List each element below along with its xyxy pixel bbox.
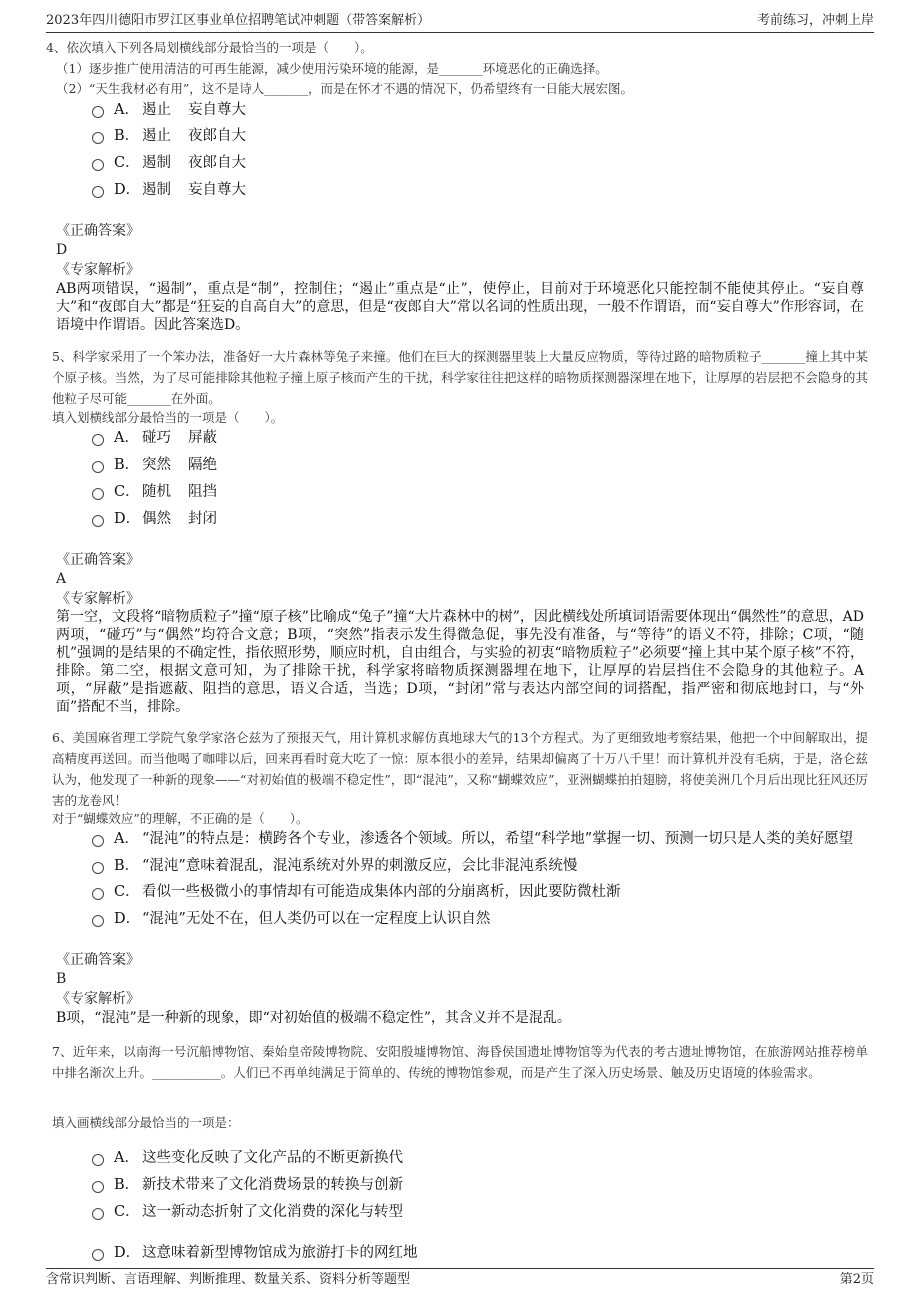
radio-icon[interactable] <box>92 915 104 927</box>
q7-prompt: 填入画横线部分最恰当的一项是： <box>52 1115 240 1130</box>
q5-prompt: 填入划横线部分最恰当的一项是（ ）。 <box>52 410 284 425</box>
q4-option-c[interactable]: C． 遏制 夜郎自大 <box>92 153 246 173</box>
q4-option-b[interactable]: B． 遏止 夜郎自大 <box>92 126 246 146</box>
q4-option-d[interactable]: D． 遏制 妄自尊大 <box>92 180 246 200</box>
radio-icon[interactable] <box>92 835 104 847</box>
document-title: 2023年四川德阳市罗江区事业单位招聘笔试冲刺题（带答案解析） <box>46 13 431 28</box>
q7-option-a[interactable]: A． 这些变化反映了文化产品的不断更新换代 <box>92 1148 403 1168</box>
q4-analysis: AB两项错误，“遏制”，重点是“制”，控制住；“遏止”重点是“止”，使停止，目前对于环境恶化只能控制不能使其停止。“妄自尊大”和“夜郎自大”都是“狂妄的自高自大”的意思，但是“夜郎自大”常以名词的性质出现，一般不作谓语，而“妄自尊大”作形容词，在语境中作谓语。因此答案选D。 <box>56 281 864 333</box>
q6-prompt: 对于“蝴蝶效应”的理解，不正确的是（ ）。 <box>52 811 309 826</box>
radio-icon[interactable] <box>92 1208 104 1220</box>
radio-icon[interactable] <box>92 159 104 171</box>
page-header <box>46 12 874 33</box>
q6-stem: 6、美国麻省理工学院气象学家洛仑兹为了预报天气，用计算机求解仿真地球大气的13个方程式。为了更细致地考察结果，他把一个中间解取出，提高精度再送回。而当他喝了咖啡以后，回来再看时竟大吃了一惊：原本很小的差异，结果却偏离了十万八千里！而计算机并没有毛病，于是，洛仑兹认为，他发现了一种新的现象——“对初始值的极端不稳定性”，即“混沌”，又称“蝴蝶效应”，亚洲蝴蝶拍拍翅膀，将使美洲几个月后出现比狂风还厉害的龙卷风！ <box>52 730 868 808</box>
radio-icon[interactable] <box>92 132 104 144</box>
q5-stem: 5、科学家采用了一个笨办法，准备好一大片森林等兔子来撞。他们在巨大的探测器里装上大量反应物质，等待过路的暗物质粒子_______撞上其中某个原子核。当然，为了尽可能排除其他粒子撞上原子核而产生的干扰，科学家往往把这样的暗物质探测器深埋在地下，让厚厚的岩层把不会隐身的其他粒子尽可能_______在外面。 <box>52 349 868 406</box>
q7-option-c[interactable]: C． 这一新动态折射了文化消费的深化与转型 <box>92 1202 403 1222</box>
q5-option-a[interactable]: A． 碰巧 屏蔽 <box>92 428 217 448</box>
radio-icon[interactable] <box>92 515 104 527</box>
q4-answer-label: 《正确答案》 <box>56 223 140 239</box>
radio-icon[interactable] <box>92 461 104 473</box>
radio-icon[interactable] <box>92 862 104 874</box>
q6-answer: B <box>56 971 67 987</box>
q7-stem: 7、近年来，以南海一号沉船博物馆、秦始皇帝陵博物院、安阳殷墟博物馆、海昏侯国遗址博物馆等为代表的考古遗址博物馆，在旅游网站推荐榜单中排名渐次上升。___________。人们已不再单纯满足于简单的、传统的博物馆参观，而是产生了深入历史场景、触及历史语境的体验需求。 <box>52 1044 868 1080</box>
q5-answer-label: 《正确答案》 <box>56 552 140 568</box>
q5-analysis: 第一空，文段将“暗物质粒子”撞“原子核”比喻成“兔子”撞“大片森林中的树”，因此横线处所填词语需要体现出“偶然性”的意思，AD两项，“碰巧”与“偶然”均符合文意；B项，“突然”指表示发生得微急促，事先没有准备，与“等待”的语义不符，排除；C项，“随机”强调的是结果的不确定性，指依照形势，顺应时机，自由组合，与实验的初衷“暗物质粒子”必须要“撞上其中某个原子核”不符，排除。第二空，根据文意可知，为了排除干扰，科学家将暗物质探测器埋在地下，让厚厚的岩层挡住不会隐身的其他粒子。A项，“屏蔽”是指遮蔽、阻挡的意思，语义合适，当选；D项，“封闭”常与表达内部空间的词搭配，指严密和彻底地封口，与“外面”搭配不当，排除。 <box>56 609 864 715</box>
q5-option-c[interactable]: C． 随机 阻挡 <box>92 482 217 502</box>
radio-icon[interactable] <box>92 1154 104 1166</box>
q6-analysis-label: 《专家解析》 <box>56 991 140 1007</box>
q5-analysis-label: 《专家解析》 <box>56 591 140 607</box>
q4-option-a[interactable]: A． 遏止 妄自尊大 <box>92 100 246 120</box>
q5-option-d[interactable]: D． 偶然 封闭 <box>92 509 217 529</box>
footer-note: 含常识判断、言语理解、判断推理、数量关系、资料分析等题型 <box>46 1272 411 1287</box>
q6-option-c[interactable]: C． 看似一些极微小的事情却有可能造成集体内部的分崩离析，因此要防微杜渐 <box>92 882 621 902</box>
q4-analysis-label: 《专家解析》 <box>56 262 140 278</box>
radio-icon[interactable] <box>92 186 104 198</box>
q4-line1: （1）逐步推广使用清洁的可再生能源，减少使用污染环境的能源，是_______环境恶化的正确选择。 <box>56 61 608 76</box>
radio-icon[interactable] <box>92 1181 104 1193</box>
radio-icon[interactable] <box>92 1249 104 1261</box>
radio-icon[interactable] <box>92 888 104 900</box>
q6-option-b[interactable]: B． “混沌”意味着混乱，混沌系统对外界的刺激反应，会比非混沌系统慢 <box>92 856 577 876</box>
q5-option-b[interactable]: B． 突然 隔绝 <box>92 455 217 475</box>
q7-option-b[interactable]: B． 新技术带来了文化消费场景的转换与创新 <box>92 1175 403 1195</box>
q6-option-d[interactable]: D． “混沌”无处不在，但人类仍可以在一定程度上认识自然 <box>92 909 490 929</box>
radio-icon[interactable] <box>92 106 104 118</box>
q7-option-d[interactable]: D． 这意味着新型博物馆成为旅游打卡的网红地 <box>92 1243 418 1263</box>
q4-line2: （2）“天生我材必有用”，这不是诗人_______，而是在怀才不遇的情况下，仍希望终有一日能大展宏图。 <box>56 81 633 96</box>
radio-icon[interactable] <box>92 434 104 446</box>
q5-answer: A <box>56 571 67 587</box>
radio-icon[interactable] <box>92 488 104 500</box>
q6-answer-label: 《正确答案》 <box>56 952 140 968</box>
q4-stem: 4、依次填入下列各局划横线部分最恰当的一项是（ ）。 <box>46 40 373 55</box>
q6-option-a[interactable]: A． “混沌”的特点是：横跨各个专业，渗透各个领域。所以，希望“科学地”掌握一切、预测一切只是人类的美好愿望 <box>92 829 853 849</box>
q6-analysis: B项，“混沌”是一种新的现象，即“对初始值的极端不稳定性”，其含义并不是混乱。 <box>56 1010 571 1026</box>
header-slogan: 考前练习，冲刺上岸 <box>756 13 874 28</box>
page-footer <box>46 1268 874 1289</box>
q4-answer: D <box>56 242 68 258</box>
page-number: 第2页 <box>839 1272 874 1287</box>
